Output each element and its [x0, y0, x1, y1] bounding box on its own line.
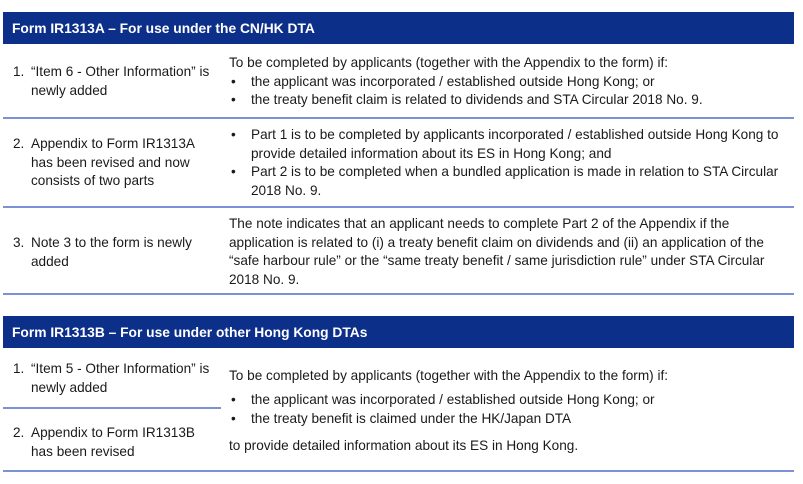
bullet-item: • the applicant was incorporated / established outside Hong Kong; or: [229, 391, 794, 410]
row-a3-label: [13, 234, 218, 271]
bullet-item: • Part 1 is to be completed by applicants incorporated / established outside Hong Kong to provide detailed information about its ES in Hong Kong; and: [231, 127, 779, 161]
bullet-item: • Part 2 is to be completed when a bundled application is made in relation to STA Circular 2018 No. 9.: [231, 164, 779, 198]
bullet-icon: •: [231, 92, 236, 107]
row-label-text: Appendix to Form IR1313A has been revised and now consists of two parts: [31, 136, 195, 188]
section-b-closing: to provide detailed information about its ES in Hong Kong.: [229, 438, 579, 453]
row-divider: [3, 407, 221, 409]
row-label-text: “Item 5 - Other Information” is newly added: [31, 361, 210, 395]
bullet-icon: •: [231, 410, 236, 426]
row-label-text: “Item 6 - Other Information” is newly added: [31, 64, 210, 98]
bullet-icon: •: [231, 164, 236, 179]
bullet-icon: •: [231, 73, 236, 89]
section-a-title: Form IR1313A – For use under the CN/HK DTA: [12, 20, 315, 36]
section-a-header: [3, 12, 794, 44]
bullet-item: • the treaty benefit claim is related to dividends and STA Circular 2018 No. 9.: [229, 91, 794, 110]
row-b2-label: [13, 424, 218, 461]
bullet-item: • the applicant was incorporated / established outside Hong Kong; or: [229, 73, 794, 92]
row-divider: [3, 206, 794, 208]
row-divider: [3, 293, 794, 295]
row-number: 1.: [13, 361, 25, 376]
row-divider: [3, 470, 794, 472]
row-a2-description: [229, 126, 794, 200]
row-label-text: Note 3 to the form is newly added: [31, 235, 192, 269]
row-label-text: Appendix to Form IR1313B has been revised: [31, 425, 195, 459]
section-b-intro: To be completed by applicants (together with the Appendix to the form) if:: [229, 368, 669, 383]
row-number: 3.: [13, 235, 25, 250]
section-b-header: [3, 316, 794, 348]
row-number: 2.: [13, 136, 25, 151]
row-a1-label: [13, 63, 218, 100]
intro-text: To be completed by applicants (together with the Appendix to the form) if:: [229, 55, 669, 70]
bullet-icon: •: [231, 127, 236, 142]
row-b1-label: [13, 360, 218, 397]
section-b-bullets: [229, 391, 794, 428]
row-a3-description: The note indicates that an applicant needs to complete Part 2 of the Appendix if the application is related to (i) a treaty benefit claim on dividends and (ii) an application of the “safe harbour rule” or the “same treaty benefit / same jurisdiction rule” under STA Circular 2018 No. 9.: [229, 216, 765, 287]
row-divider: [3, 117, 794, 119]
bullet-icon: •: [231, 392, 236, 407]
row-a2-label: [13, 135, 218, 191]
row-number: 2.: [13, 425, 25, 440]
row-number: 1.: [13, 64, 25, 79]
section-b-title: Form IR1313B – For use under other Hong Kong DTAs: [12, 324, 368, 340]
bullet-item: • the treaty benefit is claimed under the HK/Japan DTA: [229, 410, 794, 429]
row-a1-description: [229, 54, 794, 110]
